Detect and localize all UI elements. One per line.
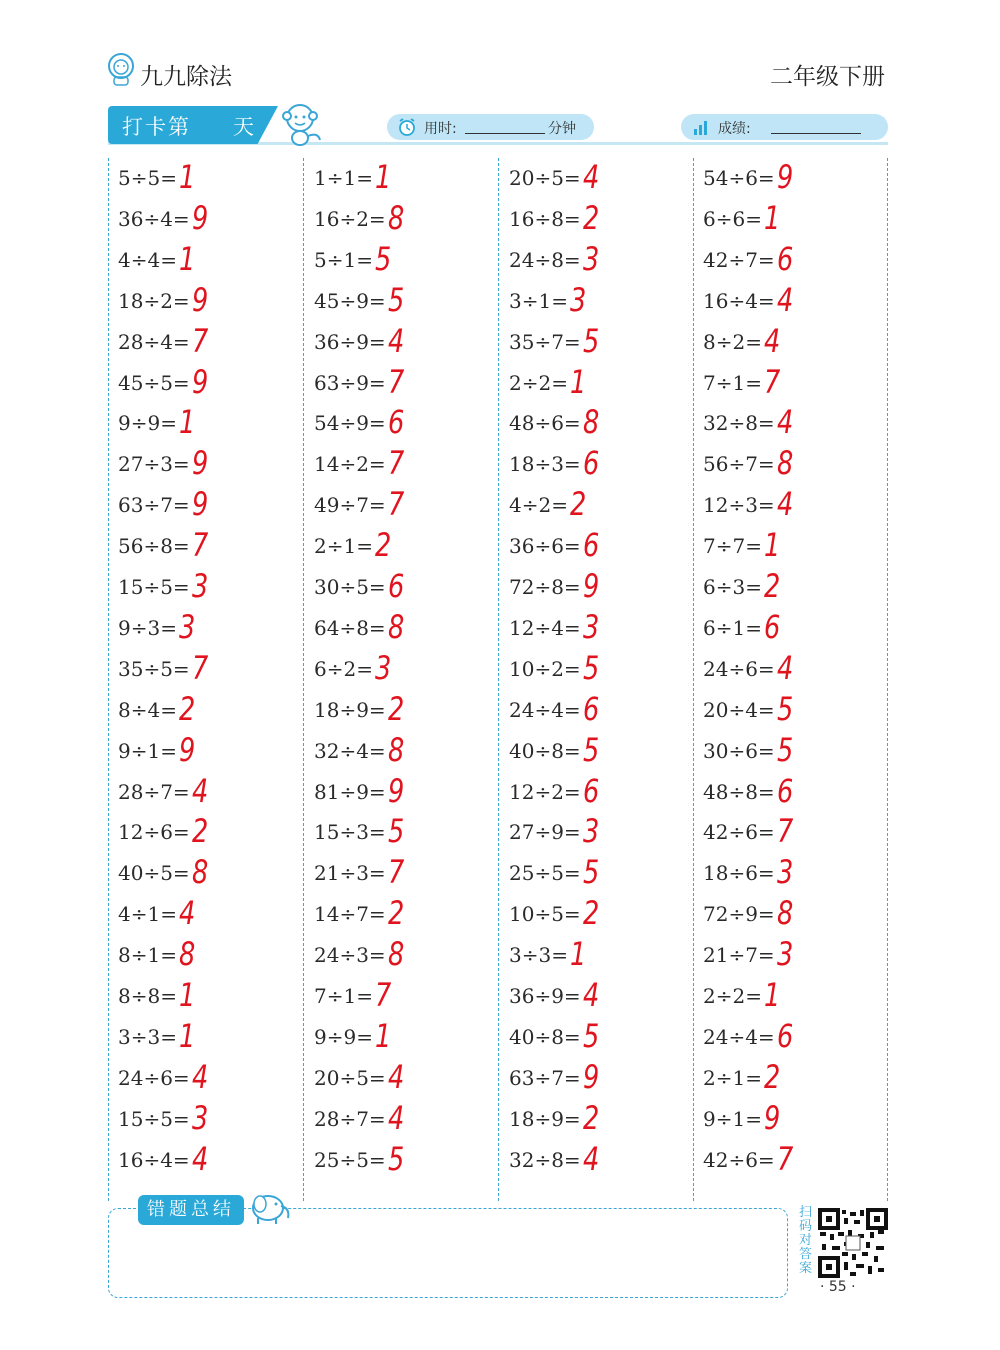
problem-question: 27÷9= xyxy=(509,820,581,845)
problem-question: 8÷8= xyxy=(118,984,177,1008)
handwritten-answer[interactable]: 4 xyxy=(777,403,794,442)
handwritten-answer[interactable]: 6 xyxy=(583,689,600,728)
checkin-suffix: 天 xyxy=(233,115,256,139)
handwritten-answer[interactable]: 1 xyxy=(179,976,196,1014)
handwritten-answer[interactable]: 8 xyxy=(388,935,405,974)
handwritten-answer[interactable]: 6 xyxy=(777,771,794,810)
problem-question: 36÷4= xyxy=(118,206,190,231)
problem-question: 24÷3= xyxy=(314,943,386,968)
problem-question: 6÷6= xyxy=(703,206,762,231)
problem-question: 14÷2= xyxy=(314,452,386,477)
handwritten-answer[interactable]: 8 xyxy=(777,894,794,933)
handwritten-answer[interactable]: 5 xyxy=(375,239,392,278)
problem-question: 3÷3= xyxy=(509,943,568,968)
problem-question: 10÷2= xyxy=(509,656,581,681)
problem-question: 54÷6= xyxy=(703,166,775,190)
handwritten-answer[interactable]: 5 xyxy=(583,321,600,360)
handwritten-answer[interactable]: 2 xyxy=(583,198,600,237)
problem-question: 2÷1= xyxy=(703,1065,762,1090)
problem-question: 24÷6= xyxy=(703,656,775,681)
column-divider xyxy=(303,158,304,1201)
problem-question: 6÷3= xyxy=(703,575,762,599)
handwritten-answer[interactable]: 7 xyxy=(192,526,209,565)
handwritten-answer[interactable]: 7 xyxy=(388,362,405,401)
problem-question: 18÷6= xyxy=(703,861,775,886)
handwritten-answer[interactable]: 2 xyxy=(388,894,405,933)
handwritten-answer[interactable]: 3 xyxy=(777,935,794,974)
handwritten-answer[interactable]: 1 xyxy=(375,1016,392,1055)
handwritten-answer[interactable]: 5 xyxy=(583,853,600,892)
handwritten-answer[interactable]: 2 xyxy=(583,894,600,933)
handwritten-answer[interactable]: 6 xyxy=(388,403,405,442)
problem-question: 81÷9= xyxy=(314,779,386,804)
handwritten-answer[interactable]: 1 xyxy=(764,198,781,237)
problem-question: 49÷7= xyxy=(314,493,386,518)
checkin-prefix: 打卡第 xyxy=(122,115,191,139)
handwritten-answer[interactable]: 7 xyxy=(375,976,392,1014)
problem-question: 48÷8= xyxy=(703,779,775,804)
handwritten-answer[interactable]: 4 xyxy=(192,1139,209,1178)
problem-question: 35÷5= xyxy=(118,656,190,681)
handwritten-answer[interactable]: 6 xyxy=(583,444,600,483)
handwritten-answer[interactable]: 3 xyxy=(777,853,794,892)
problem-question: 4÷1= xyxy=(118,902,177,927)
problem-question: 42÷6= xyxy=(703,820,775,845)
problem-question: 56÷8= xyxy=(118,534,190,559)
problem-question: 9÷9= xyxy=(314,1024,373,1049)
lion-logo-icon xyxy=(106,52,136,86)
handwritten-answer[interactable]: 9 xyxy=(192,485,209,524)
handwritten-answer[interactable]: 4 xyxy=(192,1057,209,1096)
handwritten-answer[interactable]: 4 xyxy=(388,1057,405,1096)
handwritten-answer[interactable]: 6 xyxy=(777,239,794,278)
problem-question: 63÷9= xyxy=(314,370,386,395)
handwritten-answer[interactable]: 5 xyxy=(583,648,600,687)
problem-question: 9÷1= xyxy=(118,738,177,763)
problem-question: 20÷4= xyxy=(703,697,775,722)
handwritten-answer[interactable]: 3 xyxy=(583,812,600,851)
problem-question: 7÷1= xyxy=(703,370,762,395)
problem-question: 12÷4= xyxy=(509,615,581,640)
handwritten-answer[interactable]: 1 xyxy=(179,239,196,278)
handwritten-answer[interactable]: 4 xyxy=(777,648,794,687)
problem-question: 42÷7= xyxy=(703,247,775,272)
handwritten-answer[interactable]: 5 xyxy=(388,280,405,319)
handwritten-answer[interactable]: 9 xyxy=(192,198,209,237)
handwritten-answer[interactable]: 8 xyxy=(179,935,196,974)
problem-question: 40÷8= xyxy=(509,738,581,763)
problem-question: 21÷3= xyxy=(314,861,386,886)
handwritten-answer[interactable]: 9 xyxy=(583,567,600,605)
problem-question: 7÷1= xyxy=(314,984,373,1008)
handwritten-answer[interactable]: 9 xyxy=(192,362,209,401)
monkey-icon xyxy=(276,98,326,148)
handwritten-answer[interactable]: 1 xyxy=(179,1016,196,1055)
problem-question: 8÷4= xyxy=(118,697,177,722)
problem-question: 40÷5= xyxy=(118,861,190,886)
column-divider xyxy=(498,158,499,1201)
handwritten-answer[interactable]: 4 xyxy=(583,1139,600,1178)
handwritten-answer[interactable]: 5 xyxy=(777,730,794,769)
handwritten-answer[interactable]: 3 xyxy=(570,280,587,319)
problem-question: 12÷6= xyxy=(118,820,190,845)
problem-question: 4÷2= xyxy=(509,493,568,518)
grade-label: 二年级下册 xyxy=(770,64,885,90)
handwritten-answer[interactable]: 9 xyxy=(179,730,196,769)
problem-question: 15÷5= xyxy=(118,575,190,599)
handwritten-answer[interactable]: 2 xyxy=(764,1057,781,1096)
handwritten-answer[interactable]: 6 xyxy=(583,771,600,810)
problem-question: 45÷9= xyxy=(314,288,386,313)
problem-question: 24÷8= xyxy=(509,247,581,272)
handwritten-answer[interactable]: 8 xyxy=(388,730,405,769)
problem-question: 7÷7= xyxy=(703,534,762,559)
handwritten-answer[interactable]: 8 xyxy=(777,444,794,483)
handwritten-answer[interactable]: 2 xyxy=(375,526,392,565)
qr-caption: 扫码对答案 xyxy=(799,1205,813,1276)
checkin-label xyxy=(122,111,256,141)
problem-question: 18÷9= xyxy=(509,1106,581,1131)
problem-question: 45÷5= xyxy=(118,370,190,395)
problem-question: 30÷5= xyxy=(314,575,386,599)
handwritten-answer[interactable]: 9 xyxy=(583,1057,600,1096)
problem-question: 48÷6= xyxy=(509,411,581,436)
handwritten-answer[interactable]: 5 xyxy=(777,689,794,728)
problem-question: 9÷3= xyxy=(118,615,177,640)
page-title: 九九除法 xyxy=(140,64,232,90)
problem-question: 18÷9= xyxy=(314,697,386,722)
handwritten-answer[interactable]: 7 xyxy=(388,853,405,892)
problem-question: 15÷5= xyxy=(118,1106,190,1131)
problem-question: 18÷2= xyxy=(118,288,190,313)
score-label: 成绩: xyxy=(718,121,751,137)
problem-question: 5÷1= xyxy=(314,247,373,272)
elephant-icon xyxy=(246,1186,294,1226)
problem-question: 32÷8= xyxy=(703,411,775,436)
problem-question: 6÷1= xyxy=(703,615,762,640)
problem-question: 35÷7= xyxy=(509,329,581,354)
problem-question: 2÷1= xyxy=(314,534,373,559)
handwritten-answer[interactable]: 2 xyxy=(570,485,587,524)
problem-question: 4÷4= xyxy=(118,247,177,272)
problem-question: 56÷7= xyxy=(703,452,775,477)
problem-question: 20÷5= xyxy=(509,166,581,190)
problem-question: 16÷4= xyxy=(118,1147,190,1172)
problem-question: 5÷5= xyxy=(118,166,177,190)
problem-question: 24÷4= xyxy=(703,1024,775,1049)
handwritten-answer[interactable]: 1 xyxy=(570,362,587,401)
problem-question: 28÷7= xyxy=(314,1106,386,1131)
handwritten-answer[interactable]: 4 xyxy=(764,321,781,360)
problem-question: 9÷9= xyxy=(118,411,177,436)
problem-question: 16÷4= xyxy=(703,288,775,313)
score-field xyxy=(681,114,888,140)
problem-question: 28÷4= xyxy=(118,329,190,354)
handwritten-answer[interactable]: 2 xyxy=(764,567,781,605)
handwritten-answer[interactable]: 4 xyxy=(777,280,794,319)
alarm-clock-icon xyxy=(397,117,417,137)
handwritten-answer[interactable]: 8 xyxy=(388,607,405,646)
handwritten-answer[interactable]: 6 xyxy=(388,567,405,605)
problem-question: 30÷6= xyxy=(703,738,775,763)
handwritten-answer[interactable]: 1 xyxy=(764,976,781,1014)
problem-question: 6÷2= xyxy=(314,656,373,681)
problem-question: 16÷2= xyxy=(314,206,386,231)
handwritten-answer[interactable]: 9 xyxy=(388,771,405,810)
problem-question: 10÷5= xyxy=(509,902,581,927)
handwritten-answer[interactable]: 1 xyxy=(179,158,196,196)
problem-question: 8÷2= xyxy=(703,329,762,354)
handwritten-answer[interactable]: 1 xyxy=(764,526,781,565)
handwritten-answer[interactable]: 8 xyxy=(388,198,405,237)
handwritten-answer[interactable]: 5 xyxy=(388,812,405,851)
problem-question: 14÷7= xyxy=(314,902,386,927)
handwritten-answer[interactable]: 7 xyxy=(777,812,794,851)
problem-question: 18÷3= xyxy=(509,452,581,477)
handwritten-answer[interactable]: 8 xyxy=(192,853,209,892)
handwritten-answer[interactable]: 6 xyxy=(583,526,600,565)
problem-question: 2÷2= xyxy=(509,370,568,395)
problem-question: 21÷7= xyxy=(703,943,775,968)
handwritten-answer[interactable]: 9 xyxy=(192,280,209,319)
handwritten-answer[interactable]: 4 xyxy=(777,485,794,524)
problem-question: 28÷7= xyxy=(118,779,190,804)
handwritten-answer[interactable]: 2 xyxy=(192,812,209,851)
problem-question: 36÷9= xyxy=(314,329,386,354)
handwritten-answer[interactable]: 9 xyxy=(764,1098,781,1137)
handwritten-answer[interactable]: 3 xyxy=(583,239,600,278)
problem-question: 36÷6= xyxy=(509,534,581,559)
handwritten-answer[interactable]: 8 xyxy=(583,403,600,442)
handwritten-answer[interactable]: 4 xyxy=(179,894,196,933)
problem-question: 3÷1= xyxy=(509,288,568,313)
column-divider xyxy=(693,158,694,1201)
problem-question: 63÷7= xyxy=(118,493,190,518)
handwritten-answer[interactable]: 6 xyxy=(764,607,781,646)
handwritten-answer[interactable]: 7 xyxy=(388,444,405,483)
handwritten-answer[interactable]: 4 xyxy=(192,771,209,810)
handwritten-answer[interactable]: 1 xyxy=(375,158,392,196)
problem-question: 15÷3= xyxy=(314,820,386,845)
handwritten-answer[interactable]: 4 xyxy=(388,321,405,360)
qr-code-icon[interactable] xyxy=(818,1208,888,1278)
handwritten-answer[interactable]: 4 xyxy=(583,158,600,196)
handwritten-answer[interactable]: 9 xyxy=(192,444,209,483)
score-chart-icon xyxy=(691,117,711,137)
handwritten-answer[interactable]: 3 xyxy=(179,607,196,646)
problem-question: 12÷2= xyxy=(509,779,581,804)
handwritten-answer[interactable]: 5 xyxy=(583,1016,600,1055)
handwritten-answer[interactable]: 7 xyxy=(777,1139,794,1178)
time-label: 用时: xyxy=(424,121,457,137)
problem-question: 40÷8= xyxy=(509,1024,581,1049)
time-input-line[interactable] xyxy=(465,133,545,134)
handwritten-answer[interactable]: 4 xyxy=(583,976,600,1014)
handwritten-answer[interactable]: 7 xyxy=(192,648,209,687)
problem-question: 20÷5= xyxy=(314,1065,386,1090)
handwritten-answer[interactable]: 5 xyxy=(583,730,600,769)
problem-question: 27÷3= xyxy=(118,452,190,477)
handwritten-answer[interactable]: 3 xyxy=(583,607,600,646)
problem-question: 2÷2= xyxy=(703,984,762,1008)
problem-question: 24÷6= xyxy=(118,1065,190,1090)
problem-question: 54÷9= xyxy=(314,411,386,436)
problem-question: 25÷5= xyxy=(314,1147,386,1172)
page-number: · 55 · xyxy=(820,1279,856,1295)
problem-question: 63÷7= xyxy=(509,1065,581,1090)
handwritten-answer[interactable]: 2 xyxy=(388,689,405,728)
handwritten-answer[interactable]: 1 xyxy=(179,403,196,442)
time-unit: 分钟 xyxy=(548,121,576,137)
problem-question: 3÷3= xyxy=(118,1024,177,1049)
problem-question: 1÷1= xyxy=(314,166,373,190)
problem-question: 8÷1= xyxy=(118,943,177,968)
time-field xyxy=(387,114,594,140)
handwritten-answer[interactable]: 2 xyxy=(583,1098,600,1137)
problem-question: 32÷4= xyxy=(314,738,386,763)
problem-question: 72÷9= xyxy=(703,902,775,927)
handwritten-answer[interactable]: 1 xyxy=(570,935,587,974)
problem-question: 12÷3= xyxy=(703,493,775,518)
score-input-line[interactable] xyxy=(771,133,861,134)
mistake-summary-title: 错题总结 xyxy=(138,1195,244,1225)
problem-question: 24÷4= xyxy=(509,697,581,722)
problem-question: 25÷5= xyxy=(509,861,581,886)
problem-question: 42÷6= xyxy=(703,1147,775,1172)
handwritten-answer[interactable]: 6 xyxy=(777,1016,794,1055)
problem-question: 36÷9= xyxy=(509,984,581,1008)
handwritten-answer[interactable]: 4 xyxy=(388,1098,405,1137)
handwritten-answer[interactable]: 3 xyxy=(192,567,209,605)
handwritten-answer[interactable]: 7 xyxy=(192,321,209,360)
problem-question: 64÷8= xyxy=(314,615,386,640)
handwritten-answer[interactable]: 3 xyxy=(375,648,392,687)
handwritten-answer[interactable]: 7 xyxy=(388,485,405,524)
problem-question: 32÷8= xyxy=(509,1147,581,1172)
problem-question: 72÷8= xyxy=(509,575,581,599)
handwritten-answer[interactable]: 9 xyxy=(777,158,794,196)
handwritten-answer[interactable]: 5 xyxy=(388,1139,405,1178)
problem-question: 9÷1= xyxy=(703,1106,762,1131)
problem-question: 16÷8= xyxy=(509,206,581,231)
handwritten-answer[interactable]: 2 xyxy=(179,689,196,728)
handwritten-answer[interactable]: 7 xyxy=(764,362,781,401)
handwritten-answer[interactable]: 3 xyxy=(192,1098,209,1137)
